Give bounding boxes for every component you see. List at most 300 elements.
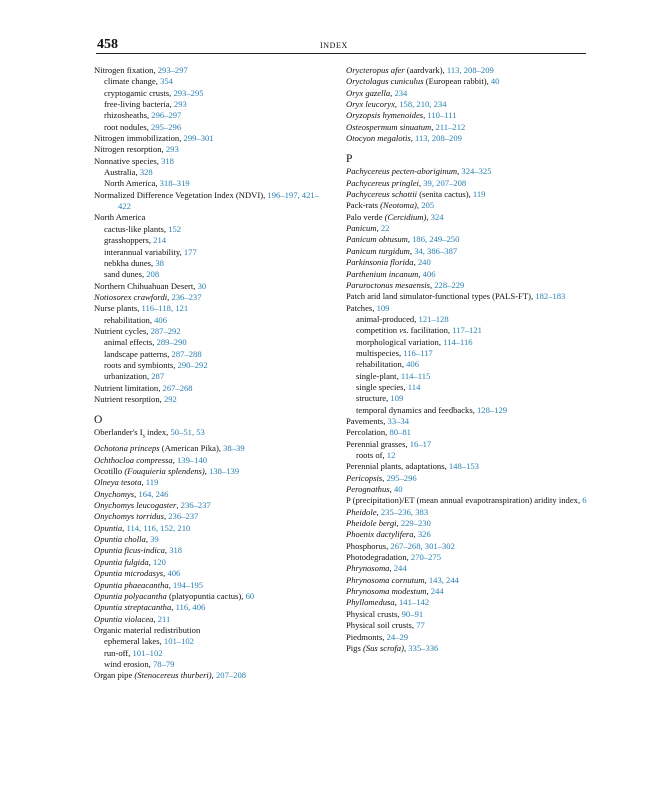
entry-term: Onychomys leucogaster bbox=[94, 500, 177, 511]
entry-term: (Cercidium) bbox=[384, 211, 427, 222]
page-reference-link[interactable]: 117–121 bbox=[452, 325, 482, 336]
page-reference-link[interactable]: 114, 116, 152, 210 bbox=[126, 522, 191, 533]
index-subentry: temporal dynamics and feedbacks, 128–129 bbox=[356, 404, 508, 415]
entry-term: ephemeral lakes bbox=[104, 636, 160, 647]
page-reference-link[interactable]: 235–236, 383 bbox=[380, 506, 429, 517]
index-entry: Oryx leucoryx, 158, 210, 234 bbox=[346, 99, 447, 110]
page-reference-link[interactable]: 116, 406 bbox=[175, 602, 206, 613]
entry-term: (Neotoma) bbox=[380, 200, 417, 211]
entry-term: Organic material redistribution bbox=[94, 624, 201, 635]
index-entry: Nonnative species, 318 bbox=[94, 155, 174, 166]
entry-term: Opuntia bbox=[94, 522, 123, 533]
index-subentry: roots and symbionts, 290–292 bbox=[104, 359, 208, 370]
page-reference-link[interactable]: 289–290 bbox=[156, 337, 187, 348]
entry-term: single species bbox=[356, 381, 404, 392]
index-entry: Perennial plants, adaptations, 148–153 bbox=[346, 461, 479, 472]
index-entry: Orycteropus afer (aardvark), 113, 208–209 bbox=[346, 65, 494, 75]
index-entry: Panicum, 22 bbox=[346, 223, 390, 234]
index-entry: Northern Chihuahuan Desert, 30 bbox=[94, 280, 207, 291]
entry-term: sand dunes bbox=[104, 269, 142, 280]
index-subentry: roots of, 12 bbox=[356, 450, 396, 460]
page-reference-link[interactable]: 30 bbox=[197, 280, 207, 291]
index-subentry: landscape patterns, 287–288 bbox=[104, 348, 202, 359]
page-reference-link[interactable]: 406 bbox=[422, 268, 436, 279]
index-entry: Opuntia fulgida, 120 bbox=[94, 556, 166, 567]
entry-term: index bbox=[144, 427, 167, 438]
entry-term: multispecies bbox=[356, 347, 399, 358]
index-entry: Nitrogen resorption, 293 bbox=[94, 144, 179, 155]
entry-term: Ochotona princeps bbox=[94, 443, 160, 454]
page-reference-link[interactable]: 240 bbox=[417, 257, 431, 268]
index-entry: Oryctolagus cuniculus (European rabbit), 40 bbox=[346, 76, 500, 87]
page-reference-link[interactable]: 354 bbox=[160, 76, 173, 87]
entry-term: Oryx gazella bbox=[346, 87, 391, 98]
index-entry: Perognathus, 40 bbox=[346, 484, 403, 495]
page-reference-link[interactable]: 194–195 bbox=[173, 579, 204, 590]
page-reference-link[interactable]: 78–79 bbox=[152, 658, 175, 669]
index-subentry: climate change, 354 bbox=[104, 76, 173, 87]
entry-term: Ocotillo bbox=[94, 466, 125, 477]
index-entry: Oryzopsis hymenoides, 110–111 bbox=[346, 110, 457, 121]
index-subentry: animal effects, 289–290 bbox=[104, 337, 187, 348]
page-reference-link[interactable]: 229–230 bbox=[400, 518, 431, 529]
entry-term: (American Pika) bbox=[159, 443, 219, 454]
entry-term: facilitation bbox=[408, 325, 448, 336]
page-reference-link[interactable]: 326 bbox=[417, 529, 431, 540]
index-entry: Pavements, 33–34 bbox=[346, 415, 410, 426]
entry-term: Olneya tesota bbox=[94, 477, 142, 488]
entry-term: Onychomys torridus bbox=[94, 511, 164, 522]
entry-term: Opuntia violacea bbox=[94, 613, 154, 624]
entry-term: Pavements bbox=[346, 415, 384, 426]
index-entry bbox=[94, 625, 324, 636]
index-entry: Oberlander's $I_s$ index, 50–51, 53 bbox=[94, 427, 205, 441]
page-reference-link[interactable]: 328 bbox=[139, 167, 153, 178]
page-reference-link[interactable]: 113, 208–209 bbox=[446, 65, 494, 75]
page-reference-link[interactable]: 287–288 bbox=[171, 348, 202, 359]
entry-term: Australia bbox=[104, 167, 136, 178]
entry-term: Normalized Difference Vegetation Index (NDVI) bbox=[94, 189, 264, 200]
page-reference-link[interactable]: 335–336 bbox=[408, 642, 439, 653]
entry-term: Pachycereus pecten-aboriginum bbox=[346, 166, 458, 177]
entry-term: Perognathus bbox=[346, 484, 390, 495]
entry-term: Opuntia cholla bbox=[94, 534, 146, 545]
page-reference-link[interactable]: 116–117 bbox=[403, 347, 433, 358]
index-subentry: grasshoppers, 214 bbox=[104, 235, 167, 246]
running-head: INDEX bbox=[320, 41, 348, 50]
page-reference-link[interactable]: 109 bbox=[390, 393, 404, 404]
entry-term: (European rabbit) bbox=[423, 76, 487, 87]
entry-term: Oryx leucoryx bbox=[346, 99, 395, 110]
entry-term: grasshoppers bbox=[104, 235, 149, 246]
index-entry: Nutrient resorption, 292 bbox=[94, 393, 177, 404]
index-subentry: single species, 114 bbox=[356, 381, 421, 392]
entry-term: competition bbox=[356, 325, 400, 336]
page-reference-link[interactable]: 318–319 bbox=[159, 178, 190, 189]
entry-term: Pheidole bergi bbox=[346, 518, 397, 529]
page-reference-link[interactable]: 244 bbox=[430, 586, 444, 597]
entry-term: Opuntia microdasys bbox=[94, 568, 164, 579]
index-subentry: nebkha dunes, 38 bbox=[104, 257, 164, 268]
entry-term: animal-produced bbox=[356, 313, 415, 324]
index-subentry: wind erosion, 78–79 bbox=[104, 658, 175, 669]
page-reference-link[interactable]: 406 bbox=[406, 359, 420, 370]
index-subentry: ephemeral lakes, 101–102 bbox=[104, 636, 194, 647]
index-column-right bbox=[346, 65, 596, 654]
page-reference-link[interactable]: 236–237 bbox=[168, 511, 199, 522]
page-reference-link[interactable]: 244 bbox=[393, 563, 407, 574]
page-reference-link[interactable]: 236–237 bbox=[171, 291, 202, 302]
entry-term: single-plant bbox=[356, 370, 397, 381]
entry-term: Patches bbox=[346, 302, 373, 313]
index-entry: Percolation, 80–81 bbox=[346, 427, 411, 438]
entry-term: temporal dynamics and feedbacks bbox=[356, 404, 473, 415]
page-reference-link[interactable]: 158, 210, 234 bbox=[399, 99, 447, 110]
index-entry: Notiosorex crawfordi, 236–237 bbox=[94, 291, 202, 302]
page-reference-link[interactable]: 77 bbox=[416, 620, 425, 631]
entry-term: Pigs bbox=[346, 642, 363, 653]
index-entry: Patch arid land simulator-functional types (PALS-FT), 182–183 bbox=[346, 291, 566, 302]
index-entry: Panicum turgidum, 34, 386–387 bbox=[346, 245, 458, 256]
index-entry: Phyllomedusa, 141–142 bbox=[346, 597, 430, 608]
index-entry: Pericopsis, 295–296 bbox=[346, 472, 417, 483]
entry-term: Piedmonts bbox=[346, 631, 383, 642]
index-subentry: rhizosheaths, 296–297 bbox=[104, 110, 182, 121]
entry-term: Nutrient cycles bbox=[94, 325, 147, 336]
index-entry: Opuntia streptacantha, 116, 406 bbox=[94, 602, 206, 613]
index-entry: Parkinsonia florida, 240 bbox=[346, 257, 431, 268]
index-subentry: sand dunes, 208 bbox=[104, 269, 160, 280]
entry-term: Phrynosoma cornutum bbox=[346, 574, 425, 585]
entry-term: (senita cactus) bbox=[417, 189, 469, 200]
entry-term: Nitrogen immobilization bbox=[94, 133, 180, 144]
page-reference-link[interactable]: 138–139 bbox=[209, 466, 240, 477]
index-entry: Paruroctonus mesaensis, 228–229 bbox=[346, 279, 465, 290]
entry-term: Patch arid land simulator-functional types (PALS-FT) bbox=[346, 291, 531, 302]
page-reference-link[interactable]: 406 bbox=[154, 314, 168, 325]
entry-term: rehabilitation bbox=[356, 359, 402, 370]
page-reference-link[interactable]: 293–295 bbox=[173, 87, 204, 98]
page-reference-link[interactable]: 141–142 bbox=[399, 597, 430, 608]
page-reference-link[interactable]: 101–102 bbox=[163, 636, 194, 647]
entry-term: P (precipitation)/ET (mean annual evapotranspiration) aridity index bbox=[346, 495, 578, 506]
entry-term: Phyllomedusa bbox=[346, 597, 395, 608]
page-reference-link[interactable]: 38–39 bbox=[223, 443, 245, 454]
index-entry: Phoenix dactylifera, 326 bbox=[346, 529, 431, 540]
index-entry: Opuntia cholla, 39 bbox=[94, 534, 159, 545]
entry-term: Panicum obtusum bbox=[346, 234, 408, 245]
page-reference-link[interactable]: 121–128 bbox=[418, 313, 449, 324]
entry-term: Opuntia streptacantha bbox=[94, 602, 172, 613]
entry-term: Orycteropus afer bbox=[346, 65, 405, 75]
page-reference-link[interactable]: 24–29 bbox=[386, 631, 409, 642]
index-entry: Opuntia phaeacantha, 194–195 bbox=[94, 579, 204, 590]
entry-term: run-off bbox=[104, 647, 129, 658]
entry-term: wind erosion bbox=[104, 658, 149, 669]
entry-term: Onychomys bbox=[94, 488, 135, 499]
entry-term: free-living bacteria bbox=[104, 99, 170, 110]
entry-term: morphological variation bbox=[356, 336, 439, 347]
page-reference-link[interactable]: 236–237 bbox=[180, 500, 211, 511]
entry-term: Opuntia fulgida bbox=[94, 556, 149, 567]
index-subentry: free-living bacteria, 293 bbox=[104, 99, 187, 110]
page-reference-link[interactable]: 292 bbox=[163, 393, 177, 404]
page-reference-link[interactable]: 119 bbox=[145, 477, 159, 488]
index-subentry: rehabilitation, 406 bbox=[104, 314, 168, 325]
index-entry: Pheidole bergi, 229–230 bbox=[346, 518, 431, 529]
entry-term: rehabilitation bbox=[104, 314, 150, 325]
page-reference-link[interactable]: 139–140 bbox=[176, 454, 208, 465]
page-reference-link[interactable]: 196–197, 421–422 bbox=[118, 189, 319, 212]
entry-term: Nurse plants bbox=[94, 303, 138, 314]
entry-term: rhizosheaths bbox=[104, 110, 147, 121]
page-reference-link[interactable]: 39 bbox=[150, 534, 159, 545]
index-entry: Palo verde (Cercidium), 324 bbox=[346, 211, 444, 222]
index-entry: Panicum obtusum, 186, 249–250 bbox=[346, 234, 460, 245]
entry-term: Notiosorex crawfordi bbox=[94, 291, 168, 302]
index-entry: Ochotona princeps (American Pika), 38–39 bbox=[94, 443, 245, 454]
index-entry: Patches, 109 bbox=[346, 302, 390, 313]
index-entry: Opuntia, 114, 116, 152, 210 bbox=[94, 522, 191, 533]
entry-term: Oryctolagus cuniculus bbox=[346, 76, 424, 87]
page-reference-link[interactable]: 293–297 bbox=[157, 65, 188, 75]
entry-term: (aardvark) bbox=[404, 65, 443, 75]
page-reference-link[interactable]: 270–275 bbox=[410, 552, 441, 563]
page-reference-link[interactable]: 267–268, 301–302 bbox=[390, 540, 455, 551]
page-reference-link[interactable]: 109 bbox=[376, 302, 390, 313]
section-letter bbox=[346, 152, 596, 166]
page-reference-link[interactable]: 211 bbox=[157, 613, 171, 624]
entry-term: Palo verde bbox=[346, 211, 385, 222]
index-entry: Perennial grasses, 16–17 bbox=[346, 438, 432, 449]
page-reference-link[interactable]: 80–81 bbox=[389, 427, 411, 438]
entry-term: Pack-rats bbox=[346, 200, 381, 211]
page-reference-link[interactable]: 113, 208–209 bbox=[414, 133, 462, 144]
entry-term: Nonnative species bbox=[94, 155, 157, 166]
entry-term: Percolation bbox=[346, 427, 386, 438]
section-letter bbox=[94, 413, 324, 427]
page-reference-link[interactable]: 22 bbox=[380, 223, 390, 234]
page-reference-link[interactable]: 186, 249–250 bbox=[412, 234, 460, 245]
page-reference-link[interactable]: 33–34 bbox=[387, 415, 410, 426]
index-subentry: single-plant, 114–115 bbox=[356, 370, 431, 381]
index-entry: Nutrient cycles, 287–292 bbox=[94, 325, 181, 336]
page-reference-link[interactable]: 164, 246 bbox=[138, 488, 169, 499]
page-reference-link[interactable]: 234 bbox=[394, 87, 408, 98]
page-reference-link[interactable]: 214 bbox=[153, 235, 167, 246]
page-reference-link[interactable]: 116–118, 121 bbox=[141, 303, 189, 314]
page-reference-link[interactable]: 114–116 bbox=[443, 336, 473, 347]
entry-term: Paruroctonus mesaensis bbox=[346, 279, 430, 290]
index-entry: Opuntia violacea, 211 bbox=[94, 613, 171, 624]
entry-term: Pheidole bbox=[346, 506, 377, 517]
index-entry: Pachycereus schottii (senita cactus), 119 bbox=[346, 189, 486, 200]
page-reference-link[interactable]: 207–208 bbox=[215, 670, 247, 681]
entry-term: nebkha dunes bbox=[104, 257, 152, 268]
entry-term: Opuntia phaeacantha bbox=[94, 579, 169, 590]
entry-term: animal effects bbox=[104, 337, 153, 348]
page-reference-link[interactable]: 208 bbox=[146, 269, 160, 280]
index-subentry: root nodules, 295–296 bbox=[104, 121, 182, 132]
entry-term: Parkinsonia florida bbox=[346, 257, 414, 268]
index-column-left bbox=[94, 65, 324, 682]
index-entry: Nutrient limitation, 267–268 bbox=[94, 382, 193, 393]
entry-term: North America bbox=[94, 212, 146, 223]
entry-term: Organ pipe bbox=[94, 670, 135, 681]
entry-term: Photodegradation bbox=[346, 552, 407, 563]
entry-term: urbanization bbox=[104, 371, 147, 382]
index-subentry: cryptogamic crusts, 293–295 bbox=[104, 87, 204, 98]
page-reference-link[interactable]: 40 bbox=[393, 484, 403, 495]
entry-term: O bbox=[94, 414, 103, 427]
page-reference-link[interactable]: 228–229 bbox=[434, 279, 465, 290]
index-entry: Piedmonts, 24–29 bbox=[346, 631, 409, 642]
index-entry: Pheidole, 235–236, 383 bbox=[346, 506, 429, 517]
index-entry: Physical crusts, 90–91 bbox=[346, 608, 424, 619]
index-subentry: morphological variation, 114–116 bbox=[356, 336, 473, 347]
page-reference-link[interactable]: 148–153 bbox=[448, 461, 479, 472]
entry-term: structure bbox=[356, 393, 387, 404]
page-reference-link[interactable]: 6 bbox=[582, 495, 587, 506]
index-entry: Pack-rats (Neotoma), 205 bbox=[346, 200, 435, 211]
index-entry: Nurse plants, 116–118, 121 bbox=[94, 303, 189, 314]
page-reference-link[interactable]: 295–296 bbox=[151, 121, 182, 132]
page-reference-link[interactable]: 34, 386–387 bbox=[414, 245, 458, 256]
page-reference-link[interactable]: 287 bbox=[151, 371, 165, 382]
page-reference-link[interactable]: 211–212 bbox=[435, 121, 466, 132]
entry-term: climate change bbox=[104, 76, 156, 87]
index-entry: P (precipitation)/ET (mean annual evapotranspiration) aridity index, 6 bbox=[346, 495, 587, 506]
index-subentry: structure, 109 bbox=[356, 393, 404, 404]
entry-term: Phoenix dactylifera bbox=[346, 529, 414, 540]
index-entry: Organ pipe (Stenocereus thurberi), 207–208 bbox=[94, 670, 247, 681]
entry-term: interannual variability bbox=[104, 246, 180, 257]
index-entry: Onychomys leucogaster, 236–237 bbox=[94, 500, 211, 511]
index-subentry: cactus-like plants, 152 bbox=[104, 223, 182, 234]
index-subentry: rehabilitation, 406 bbox=[356, 359, 420, 370]
index-entry: Olneya tesota, 119 bbox=[94, 477, 159, 488]
index-entry: Osteospermum sinuatum, 211–212 bbox=[346, 121, 466, 132]
entry-term: P bbox=[346, 153, 353, 166]
entry-term: Physical crusts bbox=[346, 608, 398, 619]
index-entry: Photodegradation, 270–275 bbox=[346, 552, 441, 563]
entry-term: Opuntia ficus-indica bbox=[94, 545, 165, 556]
page-reference-link[interactable]: 293 bbox=[165, 144, 179, 155]
index-entry: Opuntia microdasys, 406 bbox=[94, 568, 181, 579]
page-reference-link[interactable]: 406 bbox=[167, 568, 181, 579]
entry-term: cryptogamic crusts bbox=[104, 87, 170, 98]
page-reference-link[interactable]: 318 bbox=[161, 155, 174, 166]
index-entry: Phrynosoma cornutum, 143, 244 bbox=[346, 574, 459, 585]
page-reference-link[interactable]: 293 bbox=[173, 99, 187, 110]
index-entry: Opuntia polyacantha (platyopuntia cactus), 60 bbox=[94, 590, 255, 601]
page-reference-link[interactable]: 38 bbox=[155, 257, 164, 268]
page-reference-link[interactable]: 90–91 bbox=[401, 608, 424, 619]
index-subentry: competition vs. facilitation, 117–121 bbox=[356, 325, 482, 336]
page-reference-link[interactable]: 101–102 bbox=[132, 647, 163, 658]
entry-term: Ochthocloa compressa bbox=[94, 454, 173, 465]
entry-term: (Fouquieria splendens) bbox=[124, 466, 205, 477]
entry-term: vs. bbox=[399, 325, 409, 336]
entry-term: Parthenium incanum bbox=[346, 268, 419, 279]
entry-term: Pachycereus pringlei bbox=[346, 177, 419, 188]
index-entry: Onychomys, 164, 246 bbox=[94, 488, 169, 499]
index-entry: Phosphorus, 267–268, 301–302 bbox=[346, 540, 455, 551]
page-reference-link[interactable]: 12 bbox=[386, 450, 396, 460]
index-entry: Onychomys torridus, 236–237 bbox=[94, 511, 199, 522]
index-entry: Pachycereus pecten-aboriginum, 324–325 bbox=[346, 166, 492, 177]
index-subentry: urbanization, 287 bbox=[104, 371, 165, 382]
index-entry: Pachycereus pringlei, 39, 207–208 bbox=[346, 177, 467, 188]
page-reference-link[interactable]: 324 bbox=[430, 211, 444, 222]
index-subentry: run-off, 101–102 bbox=[104, 647, 163, 658]
page-reference-link[interactable]: 16–17 bbox=[409, 438, 432, 449]
page-reference-link[interactable]: 290–292 bbox=[177, 359, 208, 370]
entry-term: Osteospermum sinuatum bbox=[346, 121, 432, 132]
page-reference-link[interactable]: 152 bbox=[168, 223, 182, 234]
page-reference-link[interactable]: 114–115 bbox=[400, 370, 431, 381]
page-reference-link[interactable]: 324–325 bbox=[461, 166, 492, 177]
entry-term: Phrynosoma modestum bbox=[346, 586, 427, 597]
entry-term: Nutrient limitation bbox=[94, 382, 159, 393]
page-reference-link[interactable]: 295–296 bbox=[386, 472, 417, 483]
entry-term: roots and symbionts bbox=[104, 359, 174, 370]
page-reference-link[interactable]: 50–51, 53 bbox=[170, 427, 205, 438]
page-number: 458 bbox=[97, 37, 118, 52]
page-reference-link[interactable]: 299–301 bbox=[183, 133, 214, 144]
page-reference-link[interactable]: 287–292 bbox=[150, 325, 181, 336]
page-reference-link[interactable]: 205 bbox=[421, 200, 435, 211]
entry-term: Phrynosoma bbox=[346, 563, 390, 574]
entry-term: North America bbox=[104, 178, 156, 189]
page-reference-link[interactable]: 120 bbox=[152, 556, 166, 567]
entry-term: Nitrogen fixation bbox=[94, 65, 154, 75]
page-reference-link[interactable]: 60 bbox=[245, 590, 255, 601]
index-entry: Parthenium incanum, 406 bbox=[346, 268, 436, 279]
page-reference-link[interactable]: 177 bbox=[183, 246, 197, 257]
page-reference-link[interactable]: 40 bbox=[490, 76, 500, 87]
index-entry: Pigs (Sus scrofa), 335–336 bbox=[346, 642, 439, 653]
page-reference-link[interactable]: 267–268 bbox=[162, 382, 193, 393]
entry-term: (Stenocereus thurberi) bbox=[134, 670, 212, 681]
index-entry: Ochthocloa compressa, 139–140 bbox=[94, 454, 208, 465]
index-subentry: multispecies, 116–117 bbox=[356, 347, 433, 358]
index-entry: Phrynosoma modestum, 244 bbox=[346, 586, 444, 597]
page-reference-link[interactable]: 39, 207–208 bbox=[423, 177, 467, 188]
entry-term: s bbox=[142, 434, 145, 441]
page-reference-link[interactable]: 318 bbox=[169, 545, 183, 556]
entry-term: Otocyon megalotis bbox=[346, 133, 411, 144]
page-reference-link[interactable]: 119 bbox=[472, 189, 486, 200]
page-reference-link[interactable]: 114 bbox=[407, 381, 421, 392]
page-reference-link[interactable]: 143, 244 bbox=[428, 574, 459, 585]
entry-term: Perennial grasses bbox=[346, 438, 406, 449]
entry-term: landscape patterns bbox=[104, 348, 168, 359]
page-reference-link[interactable]: 182–183 bbox=[535, 291, 566, 302]
page-reference-link[interactable]: 296–297 bbox=[151, 110, 182, 121]
index-entry: Opuntia ficus-indica, 318 bbox=[94, 545, 183, 556]
entry-term: Northern Chihuahuan Desert bbox=[94, 280, 194, 291]
entry-term: Panicum turgidum bbox=[346, 245, 410, 256]
index-entry: Normalized Difference Vegetation Index (NDVI), 196–197, 421–422 bbox=[94, 189, 319, 212]
index-subentry: North America, 318–319 bbox=[104, 178, 190, 189]
entry-term: Panicum bbox=[346, 223, 377, 234]
entry-term: Pericopsis bbox=[346, 472, 383, 483]
page-reference-link[interactable]: 128–129 bbox=[476, 404, 508, 415]
page-reference-link[interactable]: 110–111 bbox=[427, 110, 457, 121]
index-entry: Nitrogen fixation, 293–297 bbox=[94, 65, 188, 75]
index-subentry: animal-produced, 121–128 bbox=[356, 313, 449, 324]
